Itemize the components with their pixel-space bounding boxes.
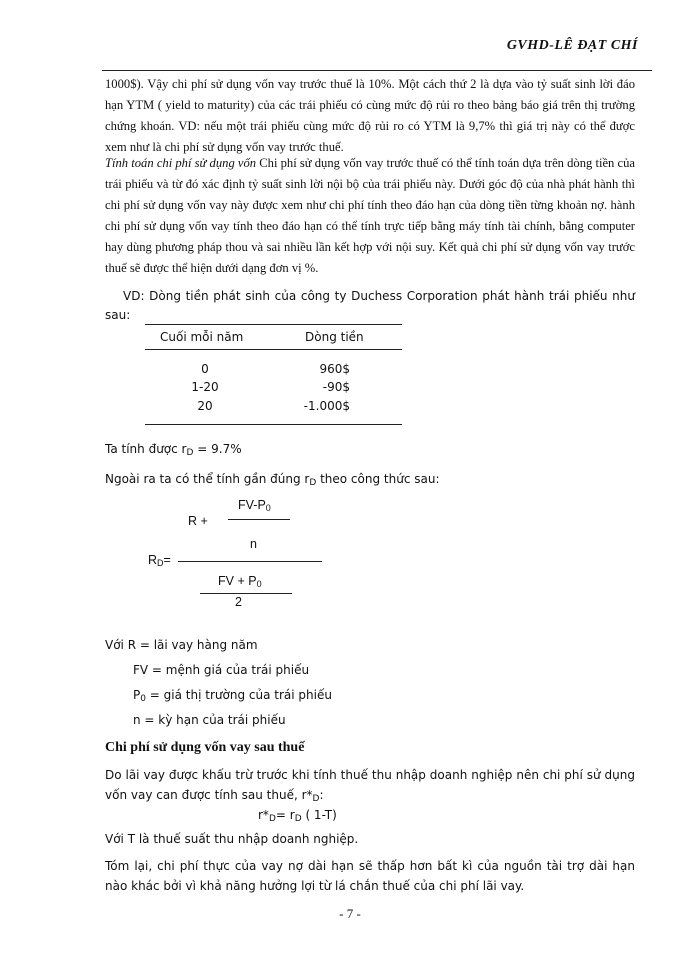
table-row-year: 20 <box>197 399 213 413</box>
summary-paragraph: Tóm lại, chi phí thực của vay nợ dài hạn sẽ thấp hơn bất kì của nguồn tài trợ dài hạn nào khác bởi vì khả năng hưởng lợi từ lá chắn thuế của chi phí lãi vay. <box>105 859 635 893</box>
result-line: Ta tính được $r_D = 9.7\%$ <box>105 442 242 458</box>
paragraph-2-italic-lead: Tính toán chi phí sử dụng vốn <box>105 156 257 170</box>
table-row-year: 1-20 <box>191 380 219 394</box>
paragraph-2-body: Chi phí sử dụng vốn vay trước thuế có thể tính toán dựa trên dòng tiền của trái phiếu và từ đó xác định tỷ suất sinh lời nội bộ của trái phiếu này. Dưới góc độ của nhà phát hành thì chi phí sử dụng vốn vay này được xem như chi phí tính theo đáo hạn của dòng tiền từng khoản nợ. hành chi phí sử dụng vốn vay tính theo đáo hạn có thể tính trực tiếp bằng máy tính tài chính, bằng computer hay dùng phương pháp thou và sai nhiều lần kết hợp với nội suy. Kết quả chi phí sử dụng vốn vay trước thuế sẽ được thể hiện dưới dạng đơn vị %. <box>105 156 635 275</box>
page-header-title: GVHD-LÊ ĐẠT CHÍ <box>506 38 638 53</box>
formula-numerator-fv-p0: $FV-P_0$ <box>238 498 271 513</box>
table-row-year: 0 <box>201 362 209 376</box>
formula-main-fraction-bar <box>178 561 322 562</box>
formula-n: n <box>250 537 257 551</box>
formula-r-plus: R + <box>188 514 208 528</box>
header-rule <box>102 70 652 71</box>
definition-n: n = kỳ hạn của trái phiếu <box>133 713 286 727</box>
table-row-cashflow: 960$ <box>319 362 350 376</box>
paragraph-1: 1000$). Vậy chi phí sử dụng vốn vay trước thuế là 10%. Một cách thứ 2 là dựa vào tỷ suất sinh lời đáo hạn YTM ( yield to maturity) của các trái phiếu có cùng mức độ rủi ro theo bảng báo giá trên thị trường chứng khoán. VD: nếu một trái phiếu cùng mức độ rủi ro có YTM là 9,7% thì giá trị này có thể được xem như là chi phí sử dụng vốn vay trước thuế. <box>105 77 635 154</box>
table-row-cashflow: -90$ <box>322 380 350 394</box>
example-intro: VD: Dòng tiền phát sinh của công ty Duchess Corporation phát hành trái phiếu như sau: <box>105 289 635 322</box>
formula-two: 2 <box>235 595 242 609</box>
approx-line: Ngoài ra ta có thể tính gần đúng $r_D$ theo công thức sau: <box>105 472 440 488</box>
definition-p0: $P_0$ = giá thị trường của trái phiếu <box>133 688 332 704</box>
formula-inner-fraction-bar <box>228 519 290 520</box>
table-bottom-rule <box>145 424 402 425</box>
formula-denominator-fraction-bar <box>200 593 292 594</box>
tax-rate-definition: Với T là thuế suất thu nhập doanh nghiệp. <box>105 832 359 846</box>
table-top-rule <box>145 324 402 325</box>
table-row-cashflow: -1.000$ <box>303 399 350 413</box>
table-header-rule <box>145 349 402 350</box>
section-heading: Chi phí sử dụng vốn vay sau thuế <box>105 740 305 755</box>
table-header-year: Cuối mỗi năm <box>160 330 244 344</box>
after-tax-formula: $r*_D= r_D$ ( 1-T) <box>258 808 337 824</box>
after-tax-paragraph: Do lãi vay được khấu trừ trước khi tính thuế thu nhập doanh nghiệp nên chi phí sử dụng vốn vay can được tính sau thuế, $r*_D$: <box>105 768 635 804</box>
formula-denominator-fv-plus-p0: FV + $P_0$ <box>218 574 262 589</box>
table-header-cashflow: Dòng tiền <box>305 330 364 344</box>
definition-fv: FV = mệnh giá của trái phiếu <box>133 663 310 677</box>
paragraph-2 <box>105 153 635 279</box>
formula-rd-label: $R_D=$ <box>148 553 171 568</box>
definition-r: Với R = lãi vay hàng năm <box>105 638 258 652</box>
page-number: - 7 - <box>339 906 361 921</box>
